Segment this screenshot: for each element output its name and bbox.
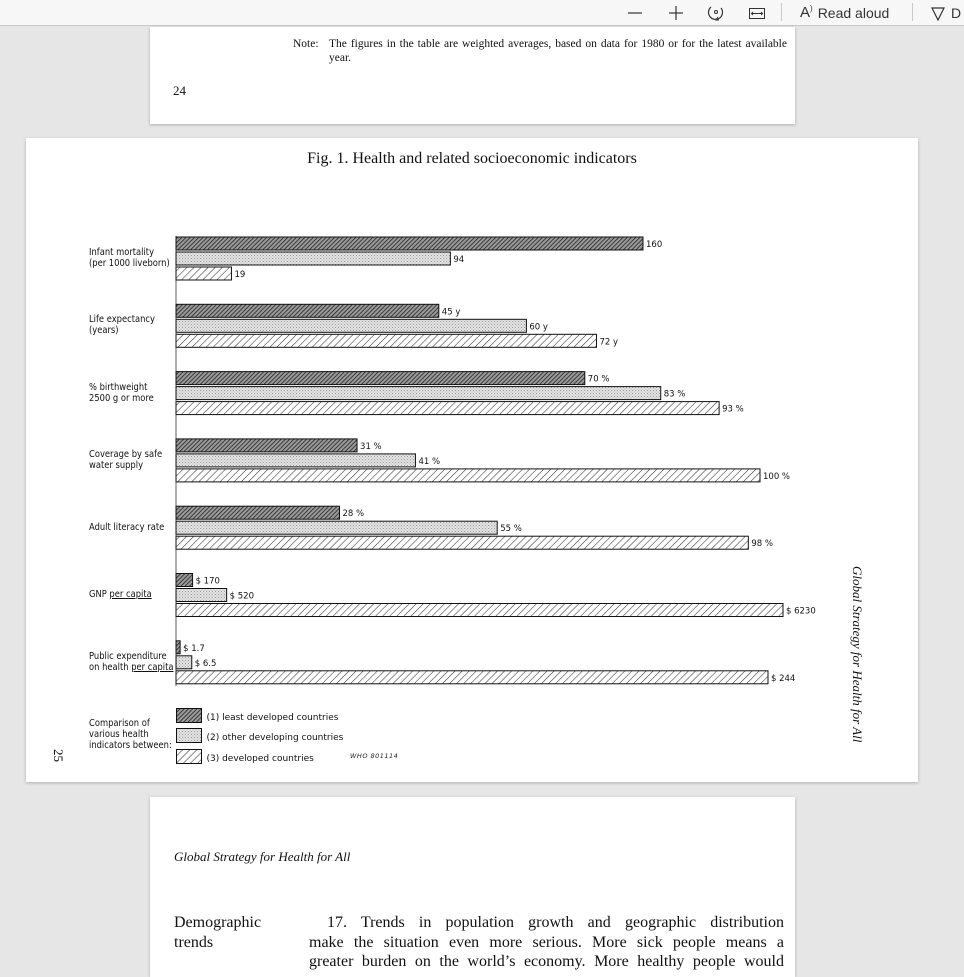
data-label: 45 y (441, 307, 461, 318)
category-label-line: (per 1000 liveborn) (89, 258, 170, 269)
bar-developed (176, 671, 768, 684)
category-label (89, 522, 164, 533)
category-label-line: water supply (89, 459, 144, 471)
bar-developed (176, 604, 783, 617)
data-label: 93 % (722, 404, 744, 415)
data-label: 55 % (500, 524, 522, 535)
page-number: 24 (173, 83, 186, 98)
fit-width-button[interactable] (748, 0, 766, 25)
category-label (89, 247, 170, 269)
bar-least-developed (176, 641, 180, 654)
data-label: $ 244 (771, 673, 796, 684)
bar-least-developed (176, 439, 357, 452)
category-label (89, 314, 155, 336)
category-label-line: Adult literacy rate (89, 521, 165, 533)
category-label (89, 651, 173, 673)
draw-button[interactable] (930, 0, 961, 25)
legend-label: (3) developed countries (206, 754, 314, 764)
data-label: $ 6.5 (194, 658, 217, 669)
read-aloud-label: Read aloud (817, 4, 890, 21)
data-label: 28 % (342, 509, 365, 520)
bar-developed (176, 267, 231, 280)
rotate-icon (707, 4, 725, 22)
data-label: 100 % (763, 471, 791, 482)
legend-caption-line: various health (89, 729, 149, 740)
running-head: Global Strategy for Health for All (174, 849, 351, 864)
page-number: 25 (51, 749, 66, 762)
legend-item-least-developed (176, 707, 338, 725)
bar-other-developing (176, 387, 661, 400)
category-label-line: Coverage by safe (89, 448, 163, 460)
bar-other-developing (176, 319, 526, 332)
paragraph-line: 17. Trends in population growth and geographic distribution (327, 914, 784, 931)
data-label: 41 % (418, 456, 441, 467)
bar-least-developed (176, 304, 439, 317)
bar-least-developed (176, 506, 340, 519)
data-label: $ 6230 (786, 606, 816, 617)
category-label (89, 449, 162, 471)
data-label: 31 % (360, 441, 382, 452)
data-label: 94 (453, 255, 465, 265)
bar-other-developing (176, 521, 497, 534)
figure-credit: WHO 801114 (350, 752, 399, 760)
bar-developed (176, 402, 719, 415)
legend-swatch-dots (176, 728, 202, 743)
minus-icon (626, 4, 644, 22)
data-label: 160 (646, 240, 663, 250)
legend-caption (89, 718, 183, 751)
paragraph-17 (309, 913, 784, 972)
bar-least-developed (176, 237, 643, 250)
category-label-line: Life expectancy (89, 314, 155, 326)
category-label-line: % birthweight (89, 381, 148, 393)
bar-developed (176, 334, 596, 347)
margin-heading-line: trends (174, 933, 214, 951)
category-label (89, 382, 154, 404)
margin-heading-line: Demographic (174, 914, 262, 931)
legend-item-developed (176, 748, 314, 766)
fit-width-icon (748, 4, 766, 22)
note-text: The figures in the table are weighted averages, based on data for 1980 or for the latest available year. (329, 38, 787, 64)
toolbar-divider (781, 3, 782, 21)
data-label: $ 170 (195, 576, 220, 587)
figure-title: Fig. 1. Health and related socioeconomic indicators (307, 150, 637, 167)
category-label-line: GNP per capita (89, 589, 152, 600)
data-label: $ 520 (229, 591, 255, 602)
legend-label: (2) other developing countries (206, 733, 344, 743)
category-label-line: Infant mortality (89, 247, 155, 258)
running-title-vertical: Global Strategy for Health for All (850, 566, 865, 743)
page-24 (150, 27, 795, 124)
note-label: Note: (293, 38, 319, 50)
category-label (89, 589, 152, 600)
draw-icon (930, 5, 946, 21)
underlined-text: per capita (131, 661, 174, 673)
paragraph-line: make the situation even more serious. More sick people means a (309, 933, 784, 951)
data-label: 19 (234, 270, 246, 280)
category-label-line: Public expenditure (89, 650, 167, 662)
pdf-toolbar (0, 0, 964, 26)
legend-label: (1) least developed countries (206, 713, 339, 723)
data-label: $ 1.7 (183, 643, 205, 654)
category-label-line: 2500 g or more (89, 392, 154, 404)
table-note (293, 37, 787, 65)
read-aloud-button[interactable] (800, 0, 889, 25)
plus-icon (667, 4, 685, 22)
category-label-line: (years) (89, 325, 119, 337)
data-label: 72 y (599, 337, 619, 348)
legend-swatch-dense-hatch (176, 708, 202, 723)
margin-heading (174, 913, 261, 952)
bar-developed (176, 536, 748, 549)
bar-other-developing (176, 589, 227, 602)
bar-developed (176, 469, 760, 482)
bar-other-developing (176, 454, 415, 467)
paragraph-line: greater burden on the world’s economy. More healthy people would (309, 953, 784, 970)
data-label: 70 % (587, 374, 610, 385)
page-25-figure (26, 138, 918, 782)
bar-other-developing (176, 656, 192, 669)
page-26 (150, 797, 795, 977)
legend-caption-line: Comparison of (89, 718, 150, 729)
legend-item-other-developing (176, 727, 343, 745)
legend-swatch-diagonal-hatch (176, 749, 202, 764)
data-label: 83 % (663, 389, 686, 400)
rotate-button[interactable] (707, 0, 725, 25)
legend-caption-line: indicators between: (89, 740, 172, 751)
bar-least-developed (176, 574, 193, 587)
draw-label: D (951, 4, 962, 21)
data-label: 98 % (751, 539, 773, 550)
bar-least-developed (176, 372, 585, 385)
data-label: 60 y (529, 322, 548, 333)
toolbar-divider (912, 3, 913, 21)
underlined-text: per capita (109, 589, 152, 600)
category-label-line: on health per capita (89, 661, 174, 673)
bar-other-developing (176, 252, 450, 265)
read-aloud-icon: A) (800, 4, 813, 21)
zoom-in-button[interactable] (667, 0, 685, 25)
zoom-out-button[interactable] (626, 0, 644, 25)
